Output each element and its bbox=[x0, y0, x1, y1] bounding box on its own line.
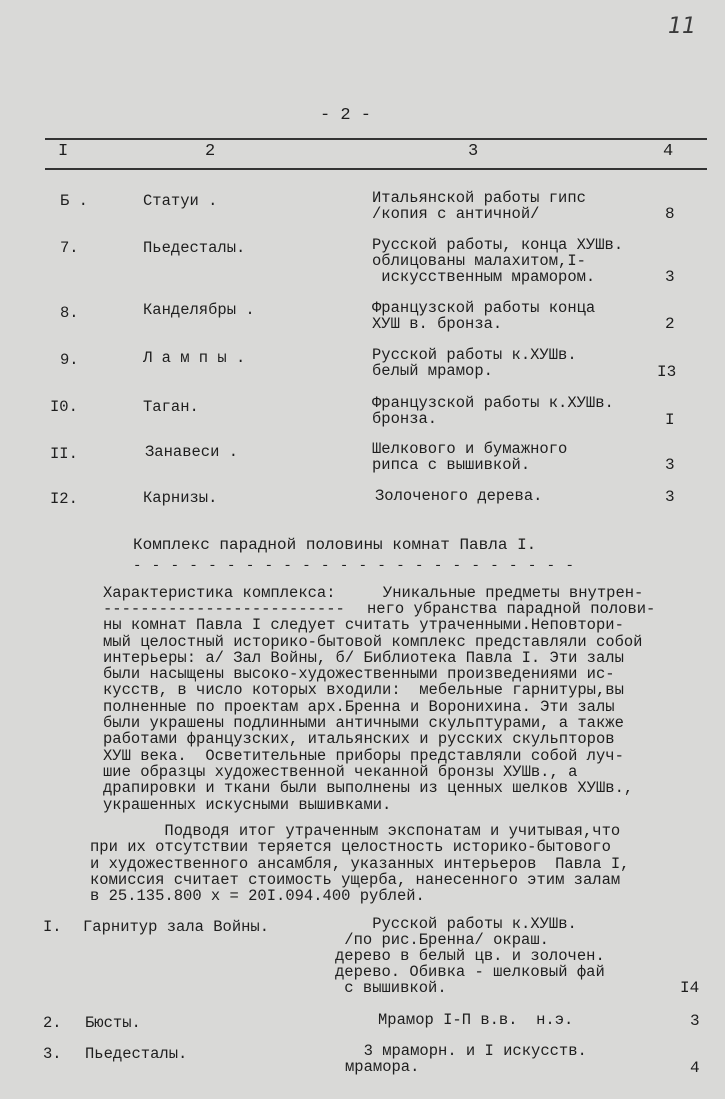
row-item-name: Карнизы. bbox=[143, 489, 218, 507]
list-item-number: 3. bbox=[43, 1045, 62, 1063]
row-description: Золоченого дерева. bbox=[375, 487, 543, 505]
row-number: I0. bbox=[50, 398, 78, 416]
list-item-description: Русской работы к.ХУШв. /по рис.Бренна/ окраш. дерево в белый цв. и золочен. дерево. Обивка - шелковый фай с вышивкой. bbox=[335, 915, 605, 997]
row-item-name: Занавеси . bbox=[145, 443, 239, 461]
row-number: II. bbox=[50, 445, 78, 463]
row-quantity: 3 bbox=[665, 268, 675, 286]
list-item-number: I. bbox=[43, 918, 62, 936]
row-description: Русской работы к.ХУШв. белый мрамор. bbox=[372, 346, 577, 380]
section-heading: Комплекс парадной половины комнат Павла I. bbox=[133, 536, 537, 554]
corner-mark: 11 bbox=[668, 14, 696, 39]
table-header-rule bbox=[45, 168, 707, 170]
row-item-name: Канделябры . bbox=[143, 301, 255, 319]
row-quantity: 3 bbox=[665, 488, 675, 506]
section-heading-underline: - - - - - - - - - - - - - - - - - - - - - - - - bbox=[133, 558, 575, 574]
row-number: I2. bbox=[50, 490, 78, 508]
list-item-quantity: I4 bbox=[680, 979, 700, 997]
row-number: 8. bbox=[60, 304, 79, 322]
row-item-name: Статуи . bbox=[143, 192, 218, 210]
row-item-name: Л а м п ы . bbox=[143, 349, 246, 367]
row-item-name: Таган. bbox=[143, 398, 199, 416]
list-item-number: 2. bbox=[43, 1014, 62, 1032]
list-item-quantity: 4 bbox=[690, 1059, 700, 1077]
characteristic-first-line: Уникальные предметы внутрен- bbox=[355, 584, 644, 602]
row-quantity: I3 bbox=[657, 363, 677, 381]
characteristic-body: него убранства парадной полови- ны комнат Павла I следует считать утраченными.Неповтори- мый целостный историко-бытовой комплекс представляли собой интерьеры: а/ Зал Войны, б/ Библиотека Павла I. Эти залы были насыщены высоко-художественными произведениями ис- кусств, в число которых входили: мебельные гарнитуры,вы полненные по проектам арх.Бренна и Воронихина. Эти залы были украшены подлинными античными скульптурами, а также работами французских, итальянских и русских скульпторов ХУШ века. Осветительные приборы представляли собой луч- шие образцы художественной чеканной бронзы ХУШв., а драпировки и ткани были выполнены из ценных шелков ХУШв., украшенных искусными вышивками. bbox=[103, 600, 656, 814]
column-header-4: 4 bbox=[663, 142, 674, 161]
column-header-3: 3 bbox=[468, 142, 479, 161]
row-number: 7. bbox=[60, 239, 79, 257]
row-quantity: 8 bbox=[665, 205, 675, 223]
list-item-name: Бюсты. bbox=[85, 1014, 141, 1032]
row-quantity: 3 bbox=[665, 456, 675, 474]
column-header-1: I bbox=[58, 142, 69, 161]
column-header-2: 2 bbox=[205, 142, 216, 161]
row-number: Б . bbox=[60, 192, 88, 210]
row-number: 9. bbox=[60, 351, 79, 369]
summary-paragraph: Подводя итог утраченным экспонатам и учитывая,что при их отсутствии теряется целостность историко-бытового и художественного ансамбля, указанных интерьеров Павла I, комиссия считает стоимость ущерба, нанесенного этим залам в 25.135.800 х = 20I.094.400 рублей. bbox=[90, 822, 630, 906]
row-item-name: Пьедесталы. bbox=[143, 239, 246, 257]
table-top-rule bbox=[45, 138, 707, 140]
characteristic-label: Характеристика комплекса: bbox=[103, 584, 336, 602]
page-number: - 2 - bbox=[320, 106, 372, 125]
list-item-description: 3 мраморн. и I искусств. мрамора. bbox=[345, 1042, 587, 1076]
characteristic-label-underline: -------------------------- bbox=[103, 600, 345, 618]
row-description: Французской работы к.ХУШв. бронза. bbox=[372, 394, 614, 428]
list-item-name: Гарнитур зала Войны. bbox=[83, 918, 270, 936]
row-description: Французской работы конца ХУШ в. бронза. bbox=[372, 299, 596, 333]
list-item-description: Мрамор I-П в.в. н.э. bbox=[378, 1011, 574, 1029]
row-quantity: 2 bbox=[665, 315, 675, 333]
row-description: Русской работы, конца ХУШв. облицованы малахитом,I- искусственным мрамором. bbox=[372, 236, 624, 286]
list-item-quantity: 3 bbox=[690, 1012, 700, 1030]
row-description: Итальянской работы гипс /копия с античной/ bbox=[372, 189, 586, 223]
list-item-name: Пьедесталы. bbox=[85, 1045, 188, 1063]
row-description: Шелкового и бумажного рипса с вышивкой. bbox=[372, 440, 568, 474]
row-quantity: I bbox=[665, 411, 675, 429]
